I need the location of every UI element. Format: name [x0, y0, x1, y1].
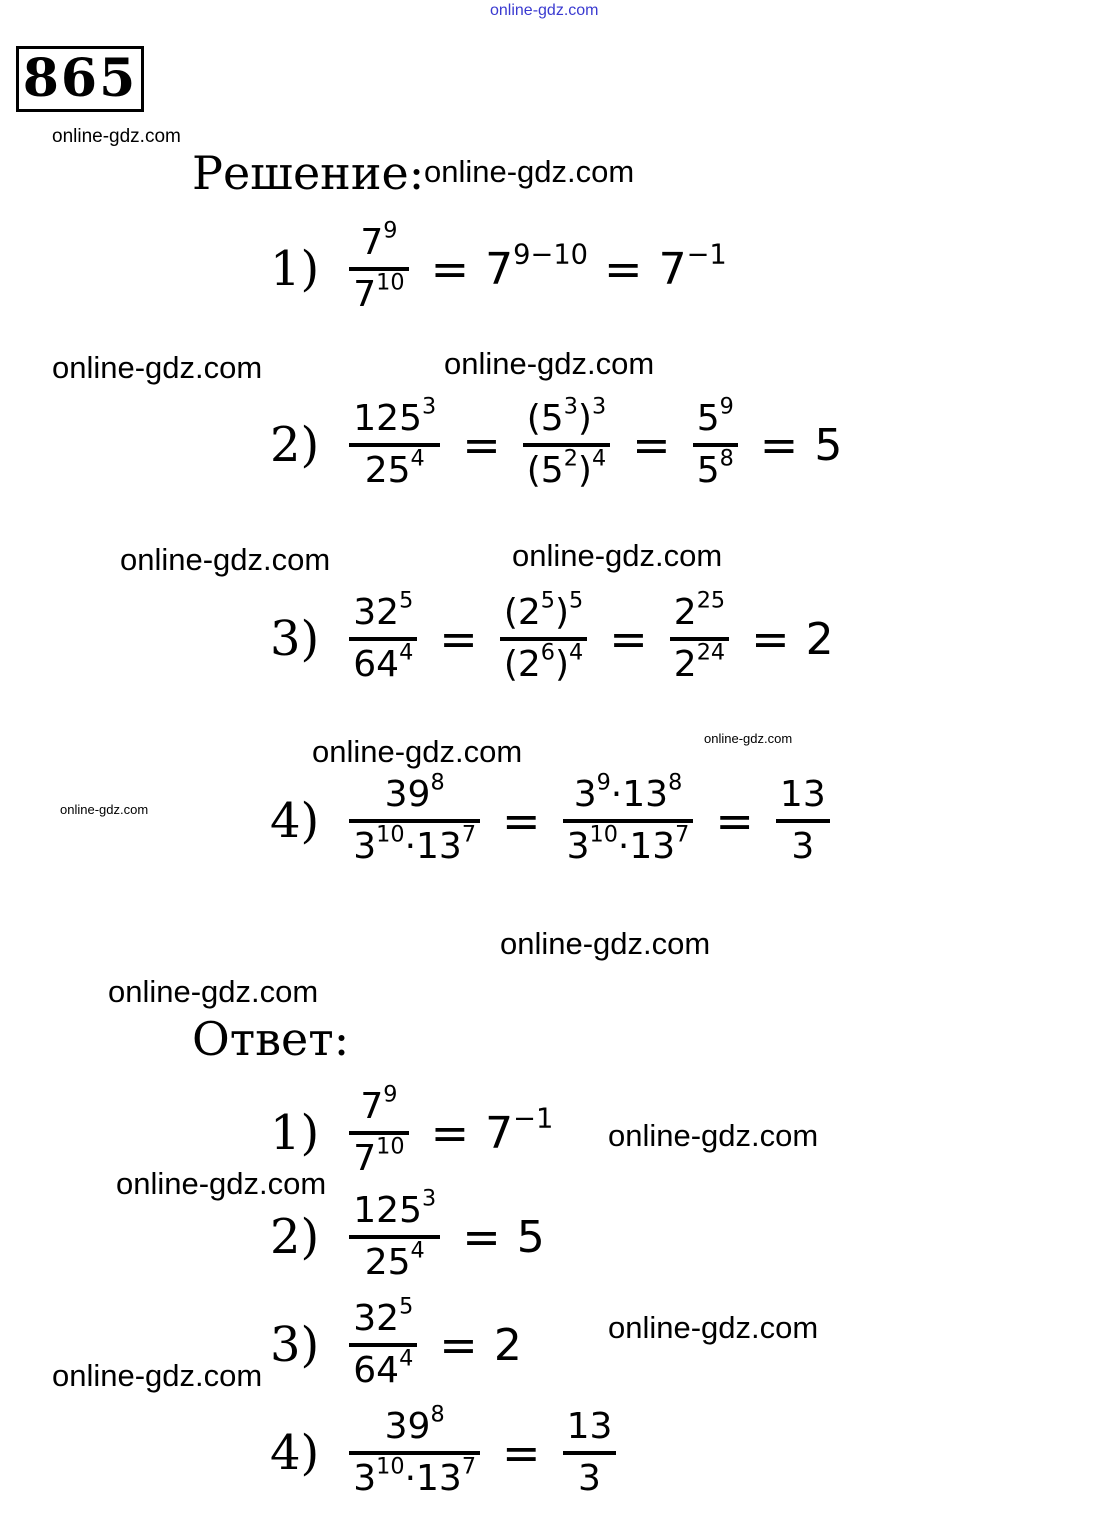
item-label: 2)	[270, 417, 320, 473]
watermark: online-gdz.com	[424, 154, 635, 189]
task-number: 865	[16, 46, 144, 112]
watermark: online-gdz.com	[312, 734, 523, 769]
item-label: 2)	[270, 1209, 320, 1265]
answer-row-4: 4) $\frac{39^8}{3^{10}\cdot 13^7}$ = $\frac{13}{3}$	[270, 1406, 622, 1500]
solution-row-3: 3) $\frac{32^5}{64^4}$ = $\frac{(2^5)^5}{(2^6)^4}$ = $\frac{2^{25}}{2^{24}}$ = 2	[270, 587, 834, 685]
watermark: online-gdz.com	[52, 1358, 263, 1393]
watermark: online-gdz.com	[608, 1118, 819, 1153]
fraction: $\frac{(5^3)^3}{(5^2)^4}$	[523, 398, 610, 492]
fraction: $\frac{39^8}{3^{10}\cdot 13^7}$	[349, 774, 480, 868]
result: $7^{-1}$	[485, 1103, 554, 1159]
result: 2	[805, 613, 834, 665]
watermark: online-gdz.com	[52, 350, 263, 385]
watermark: online-gdz.com	[512, 538, 723, 573]
result: 5	[814, 419, 843, 471]
watermark: online-gdz.com	[608, 1310, 819, 1345]
fraction: $\frac{39^8}{3^{10}\cdot 13^7}$	[349, 1406, 480, 1500]
watermark: online-gdz.com	[444, 346, 655, 381]
watermark: online-gdz.com	[116, 1166, 327, 1201]
fraction: $\frac{7^9}{7^{10}}$	[349, 1086, 408, 1180]
answer-heading: Ответ:	[192, 1012, 350, 1066]
watermark: online-gdz.com	[52, 126, 181, 147]
watermark: online-gdz.com	[108, 974, 319, 1009]
fraction: $\frac{2^{25}}{2^{24}}$	[670, 592, 729, 686]
power-expression: $7^{-1}$	[658, 239, 727, 295]
fraction: $\frac{125^3}{25^4}$	[349, 1190, 440, 1284]
answer-row-1: 1) $\frac{7^9}{7^{10}}$ = $7^{-1}$	[270, 1081, 554, 1179]
watermark: online-gdz.com	[704, 731, 793, 746]
answer-row-2: 2) $\frac{125^3}{25^4}$ = 5	[270, 1185, 545, 1283]
watermark: online-gdz.com	[500, 926, 711, 961]
fraction: $\frac{3^9\cdot 13^8}{3^{10}\cdot 13^7}$	[563, 774, 694, 868]
solution-row-2: 2) $\frac{125^3}{25^4}$ = $\frac{(5^3)^3}{(5^2)^4}$ = $\frac{5^9}{5^8}$ = 5	[270, 393, 843, 491]
power-expression: $7^{9-10}$	[485, 239, 589, 295]
watermark: online-gdz.com	[60, 802, 149, 817]
fraction: $\frac{7^9}{7^{10}}$	[349, 222, 408, 316]
item-label: 4)	[270, 793, 320, 849]
item-label: 4)	[270, 1425, 320, 1481]
fraction: $\frac{(2^5)^5}{(2^6)^4}$	[500, 592, 587, 686]
solution-row-4: 4) $\frac{39^8}{3^{10}\cdot 13^7}$ = $\frac{3^9\cdot 13^8}{3^{10}\cdot 13^7}$ = $\frac{13}{3}$	[270, 774, 836, 868]
item-label: 3)	[270, 611, 320, 667]
item-label: 3)	[270, 1317, 320, 1373]
answer-row-3: 3) $\frac{32^5}{64^4}$ = 2	[270, 1293, 522, 1391]
fraction: $\frac{32^5}{64^4}$	[349, 1298, 417, 1392]
watermark: online-gdz.com	[490, 2, 599, 19]
fraction: $\frac{13}{3}$	[776, 774, 830, 868]
fraction: $\frac{32^5}{64^4}$	[349, 592, 417, 686]
watermark: online-gdz.com	[120, 542, 331, 577]
solution-row-1: 1) $\frac{7^9}{7^{10}}$ = $7^{9-10}$ = $7^{-1}$	[270, 217, 727, 315]
item-label: 1)	[270, 1105, 320, 1161]
fraction: $\frac{5^9}{5^8}$	[693, 398, 738, 492]
result: 5	[516, 1211, 545, 1263]
fraction: $\frac{13}{3}$	[563, 1406, 617, 1500]
fraction: $\frac{125^3}{25^4}$	[349, 398, 440, 492]
solution-heading: Решение:	[192, 146, 425, 200]
result: 2	[493, 1319, 522, 1371]
item-label: 1)	[270, 241, 320, 297]
